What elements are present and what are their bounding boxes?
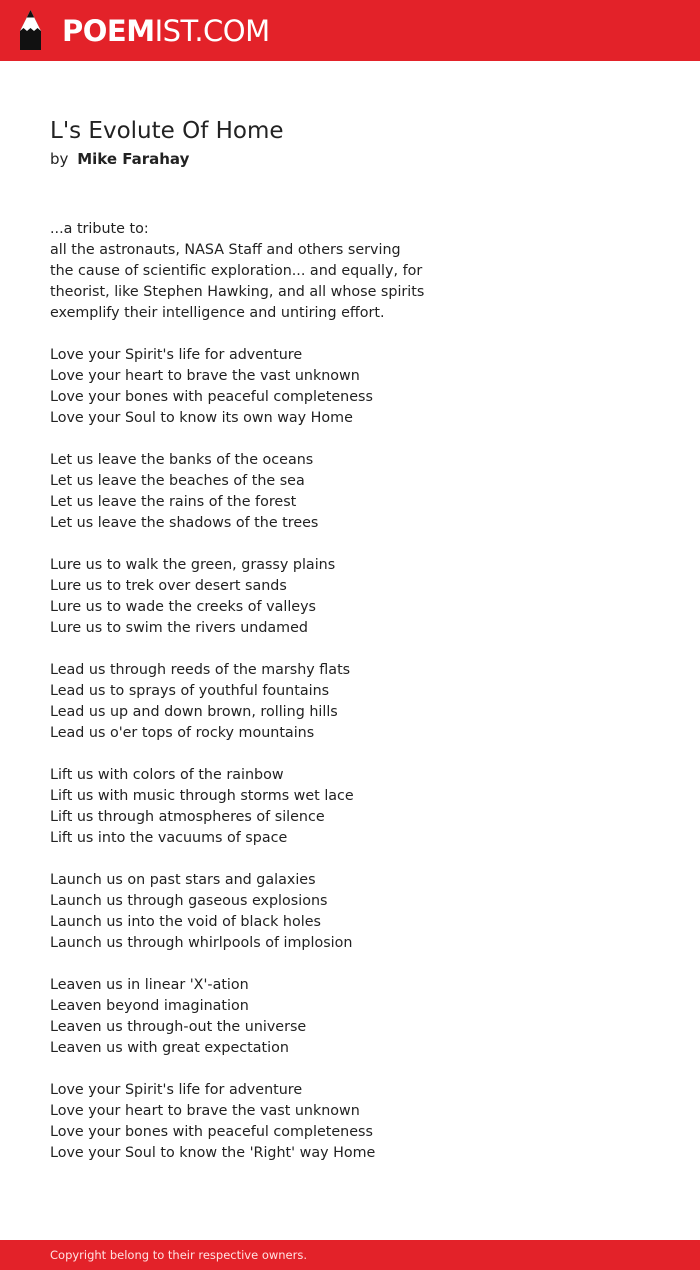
byline (50, 148, 189, 170)
poem-line: Lure us to trek over desert sands (50, 578, 287, 594)
poem-line: Let us leave the beaches of the sea (50, 473, 305, 489)
poem-line: Love your heart to brave the vast unknown (50, 1103, 360, 1119)
poem-line: Leaven us with great expectation (50, 1040, 289, 1056)
poem-line: Leaven us in linear 'X'-ation (50, 977, 249, 993)
poem-line: Lift us into the vacuums of space (50, 830, 288, 846)
poem-line: Lure us to swim the rivers undamed (50, 620, 308, 636)
poem-line: Leaven beyond imagination (50, 998, 249, 1014)
copyright-text: Copyright belong to their respective owners. (50, 1248, 308, 1262)
pencil-icon (17, 9, 44, 52)
poem-stanza (50, 870, 450, 954)
poem-line: Leaven us through-out the universe (50, 1019, 307, 1035)
poem-stanza (50, 1080, 450, 1164)
poem-line: Lure us to wade the creeks of valleys (50, 599, 316, 615)
poem-line: Launch us through whirlpools of implosion (50, 935, 353, 951)
poem-line: Launch us on past stars and galaxies (50, 872, 316, 888)
site-logo[interactable] (62, 13, 270, 49)
poem-line: Lure us to walk the green, grassy plains (50, 557, 336, 573)
logo-bold-text: POEM (62, 14, 155, 48)
poem-stanza (50, 555, 450, 639)
site-footer (0, 1240, 700, 1270)
poem-line: theorist, like Stephen Hawking, and all whose spirits (50, 284, 425, 300)
poem-line: Launch us through gaseous explosions (50, 893, 328, 909)
poem-stanza (50, 345, 450, 429)
poem-line: Lift us with music through storms wet lace (50, 788, 354, 804)
site-header (0, 0, 700, 61)
poem-line: Lift us through atmospheres of silence (50, 809, 325, 825)
poem-title: L's Evolute Of Home (50, 118, 284, 144)
by-label: by (50, 150, 69, 168)
poem-body (50, 219, 450, 1164)
poem-stanza (50, 765, 450, 849)
author-name: Mike Farahay (77, 150, 190, 168)
poem-line: Lead us through reeds of the marshy flats (50, 662, 351, 678)
poem-line: Love your Spirit's life for adventure (50, 347, 303, 363)
poem-line: exemplify their intelligence and untiring effort. (50, 305, 385, 321)
poem-line: Launch us into the void of black holes (50, 914, 321, 930)
poem-line: Love your bones with peaceful completeness (50, 389, 373, 405)
poem-line: Love your bones with peaceful completeness (50, 1124, 373, 1140)
poem-line: Lead us to sprays of youthful fountains (50, 683, 330, 699)
poem-stanza (50, 660, 450, 744)
poem-line: Love your Spirit's life for adventure (50, 1082, 303, 1098)
poem-line: the cause of scientific exploration... and equally, for (50, 263, 423, 279)
poem-line: Love your heart to brave the vast unknown (50, 368, 360, 384)
logo-light-text: IST.COM (154, 14, 270, 48)
poem-line: Lead us up and down brown, rolling hills (50, 704, 338, 720)
poem-line: Lift us with colors of the rainbow (50, 767, 284, 783)
poem-line: ...a tribute to: (50, 221, 149, 237)
poem-stanza (50, 219, 450, 324)
poem-line: Let us leave the rains of the forest (50, 494, 297, 510)
poem-stanza (50, 975, 450, 1059)
poem-line: Love your Soul to know the 'Right' way Home (50, 1145, 376, 1161)
poem-line: all the astronauts, NASA Staff and others serving (50, 242, 401, 258)
poem-stanza (50, 450, 450, 534)
poem-line: Let us leave the shadows of the trees (50, 515, 319, 531)
poem-line: Love your Soul to know its own way Home (50, 410, 353, 426)
poem-line: Lead us o'er tops of rocky mountains (50, 725, 315, 741)
poem-line: Let us leave the banks of the oceans (50, 452, 314, 468)
